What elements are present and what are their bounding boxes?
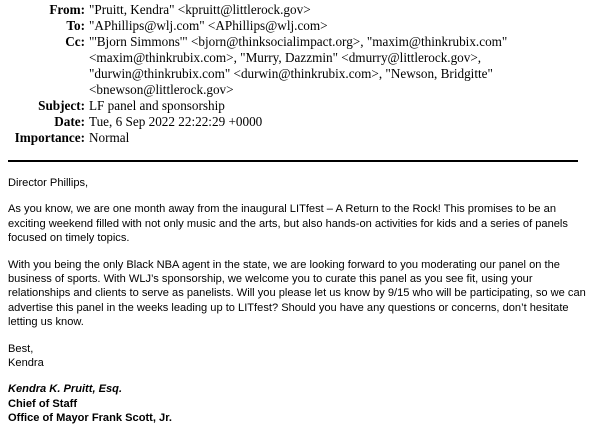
signature-title: Chief of Staff (8, 397, 78, 410)
signature (8, 382, 588, 425)
from-label: From: (49, 2, 85, 17)
cc-row (0, 34, 600, 98)
to-label: To: (66, 18, 85, 33)
signature-office: Office of Mayor Frank Scott, Jr. (8, 412, 172, 425)
greeting: Director Phillips, (8, 177, 89, 189)
importance-value: Normal (89, 130, 130, 145)
header-divider (8, 160, 578, 162)
cc-label: Cc: (65, 34, 85, 49)
closing (8, 342, 588, 371)
from-row (0, 2, 600, 18)
to-value: "APhillips@wlj.com" <APhillips@wlj.com> (89, 18, 328, 33)
date-value: Tue, 6 Sep 2022 22:22:29 +0000 (89, 114, 263, 129)
email-header (0, 2, 600, 146)
subject-value: LF panel and sponsorship (89, 98, 225, 113)
subject-label: Subject: (38, 98, 85, 113)
to-row (0, 18, 600, 34)
date-row (0, 114, 600, 130)
importance-row (0, 130, 600, 146)
importance-label: Importance: (14, 130, 85, 145)
from-value: "Pruitt, Kendra" <kpruitt@littlerock.gov> (89, 2, 311, 17)
cc-value: "'Bjorn Simmons'" <bjorn@thinksocialimpact.org>, "maxim@thinkrubix.com" <maxim@thinkrubix.com>, "Murry, Dazzmin" <dmurry@littlerock.gov>, "durwin@thinkrubix.com" <durwin@thinkrubix.com>, "Newson, Bridgitte" <bnewson@littlerock.gov> (89, 34, 508, 97)
closing-name: Kendra (8, 357, 44, 370)
paragraph-2: With you being the only Black NBA agent in the state, we are looking forward to you moderating our panel on the business of sports. With WLJ’s sponsorship, we welcome you to curate this panel as you see fit, using your relationships and clients to serve as panelists. Will you please let us know by 9/15 who will be participating, so we can advertise this panel in the weeks leading up to LITfest? Should you have any questions or concerns, don’t hesitate letting us know. (8, 258, 586, 329)
signature-name: Kendra K. Pruitt, Esq. (8, 383, 123, 396)
date-label: Date: (54, 114, 85, 129)
subject-row (0, 98, 600, 114)
paragraph-1: As you know, we are one month away from the inaugural LITfest – A Return to the Rock! This promises to be an exciting weekend filled with not only music and the arts, but also hands-on activities for kids and a series of panels focused on timely topics. (8, 203, 568, 245)
closing-word: Best, (8, 342, 34, 355)
email-body (8, 176, 588, 426)
